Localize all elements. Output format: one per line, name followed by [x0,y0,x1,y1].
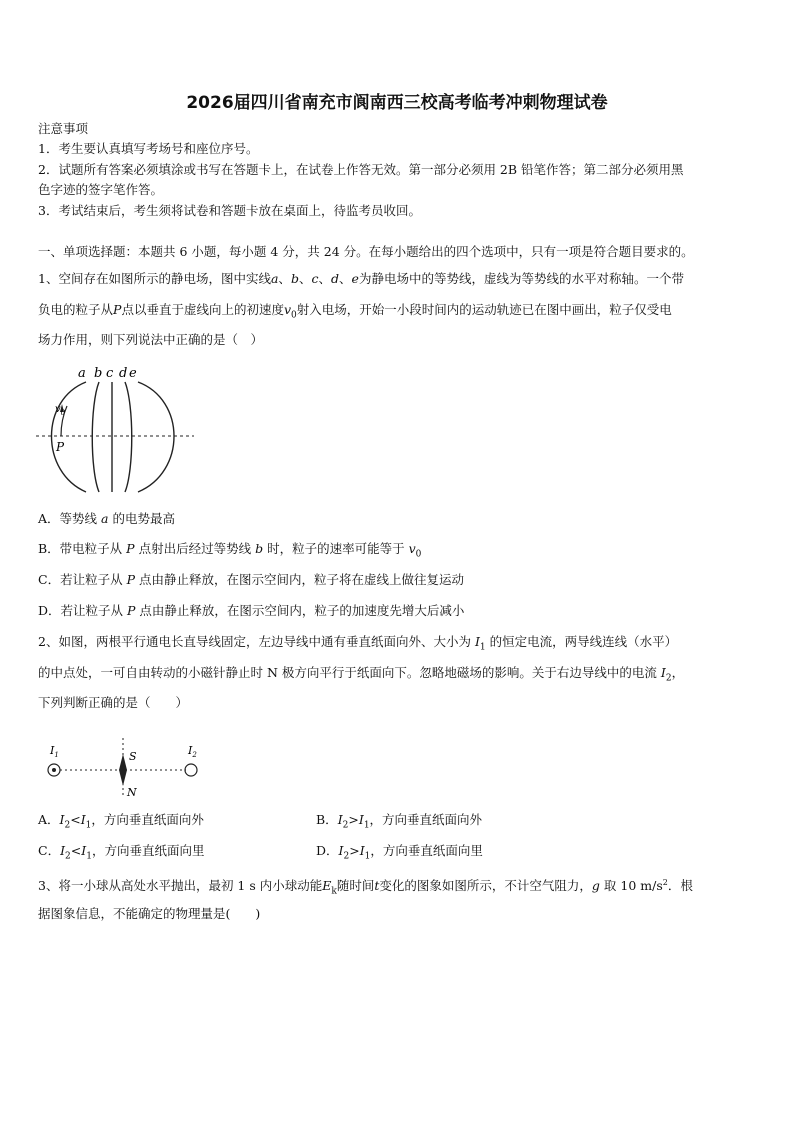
current-out-dot-icon [52,768,56,772]
compass-needle-icon [119,754,127,786]
q1-line-2: 负电的粒子从P点以垂直于虚线向上的初速度$v_0$射入电场，开始一小段时间内的运动轨迹已在图中画出，粒子仅受电 [38,302,672,321]
page-title: 2026届四川省南充市阆南西三校高考临考冲刺物理试卷 [186,93,608,113]
q1-option-D[interactable]: D．若让粒子从 P 点由静止释放，在图示空间内，粒子的加速度先增大后减小 [38,603,465,618]
equipotential-figure [30,360,200,500]
section-heading: 一、单项选择题：本题共 6 小题，每小题 4 分，共 24 分。在每小题给出的四个选项中，只有一项是符合题目要求的。 [38,244,694,259]
I1-label: $I_1$ [50,744,59,759]
q1-option-C[interactable]: C．若让粒子从 P 点由静止释放，在图示空间内，粒子将在虚线上做往复运动 [38,572,464,587]
q3-line-1: 3、将一小球从高处水平抛出，最初 1 s 内小球动能$E_k$随时间t变化的图象如图所示，不计空气阻力，g 取 10 $m/s^2$．根 [38,878,693,897]
q3-line-2: 据图象信息，不能确定的物理量是( ) [38,906,261,921]
S-label: S [129,750,137,763]
q2-line-1: 2、如图，两根平行通电长直导线固定，左边导线中通有垂直纸面向外、大小为 $I_1$ 的恒定电流，两导线连线（水平） [38,634,678,653]
label-b: b [94,366,103,381]
q2-line-3: 下列判断正确的是（ ） [38,695,189,710]
q1-option-A[interactable]: A．等势线 a 的电势最高 [38,511,175,526]
notice-heading: 注意事项 [38,121,89,136]
label-d: d [119,366,128,381]
equipotential-b [92,382,99,492]
label-a: a [78,366,86,381]
notice-item: 2．试题所有答案必须填涂或书写在答题卡上，在试卷上作答无效。第一部分必须用 2B 铅笔作答；第二部分必须用黑 [38,162,684,177]
q2-option-C[interactable]: C．$I_2<I_1$，方向垂直纸面向里 [38,843,205,862]
q1-option-B[interactable]: B．带电粒子从 P 点射出后经过等势线 b 时，粒子的速率可能等于 $v_0$ [38,541,422,560]
right-wire-icon [185,764,197,776]
q1-line-3: 场力作用，则下列说法中正确的是（ ） [38,332,264,347]
v0-label: $v_0$ [55,404,66,417]
label-c: c [106,366,114,381]
q2-option-B[interactable]: B．$I_2>I_1$，方向垂直纸面向外 [316,812,483,831]
notice-item: 3．考试结束后，考生须将试卷和答题卡放在桌面上，待监考员收回。 [38,203,421,218]
wires-compass-figure [40,732,210,804]
equipotential-d [125,382,132,492]
equipotential-a [52,382,87,492]
q2-option-A[interactable]: A．$I_2<I_1$，方向垂直纸面向外 [38,812,204,831]
notice-item: 1．考生要认真填写考场号和座位序号。 [38,141,259,156]
q2-option-D[interactable]: D．$I_2>I_1$，方向垂直纸面向里 [316,843,483,862]
notice-item: 色字迹的签字笔作答。 [38,182,164,197]
equipotential-e [138,382,174,492]
N-label: N [127,786,137,799]
I2-label: $I_2$ [188,744,197,759]
q2-line-2: 的中点处，一可自由转动的小磁针静止时 N 极方向平行于纸面向下。忽略地磁场的影响。关于右边导线中的电流 $I_2$， [38,665,685,684]
label-e: e [129,366,137,381]
q1-line-1: 1、空间存在如图所示的静电场，图中实线a、b、c、d、e为静电场中的等势线，虚线为等势线的水平对称轴。一个带 [38,271,684,286]
point-P-label: P [56,440,65,454]
